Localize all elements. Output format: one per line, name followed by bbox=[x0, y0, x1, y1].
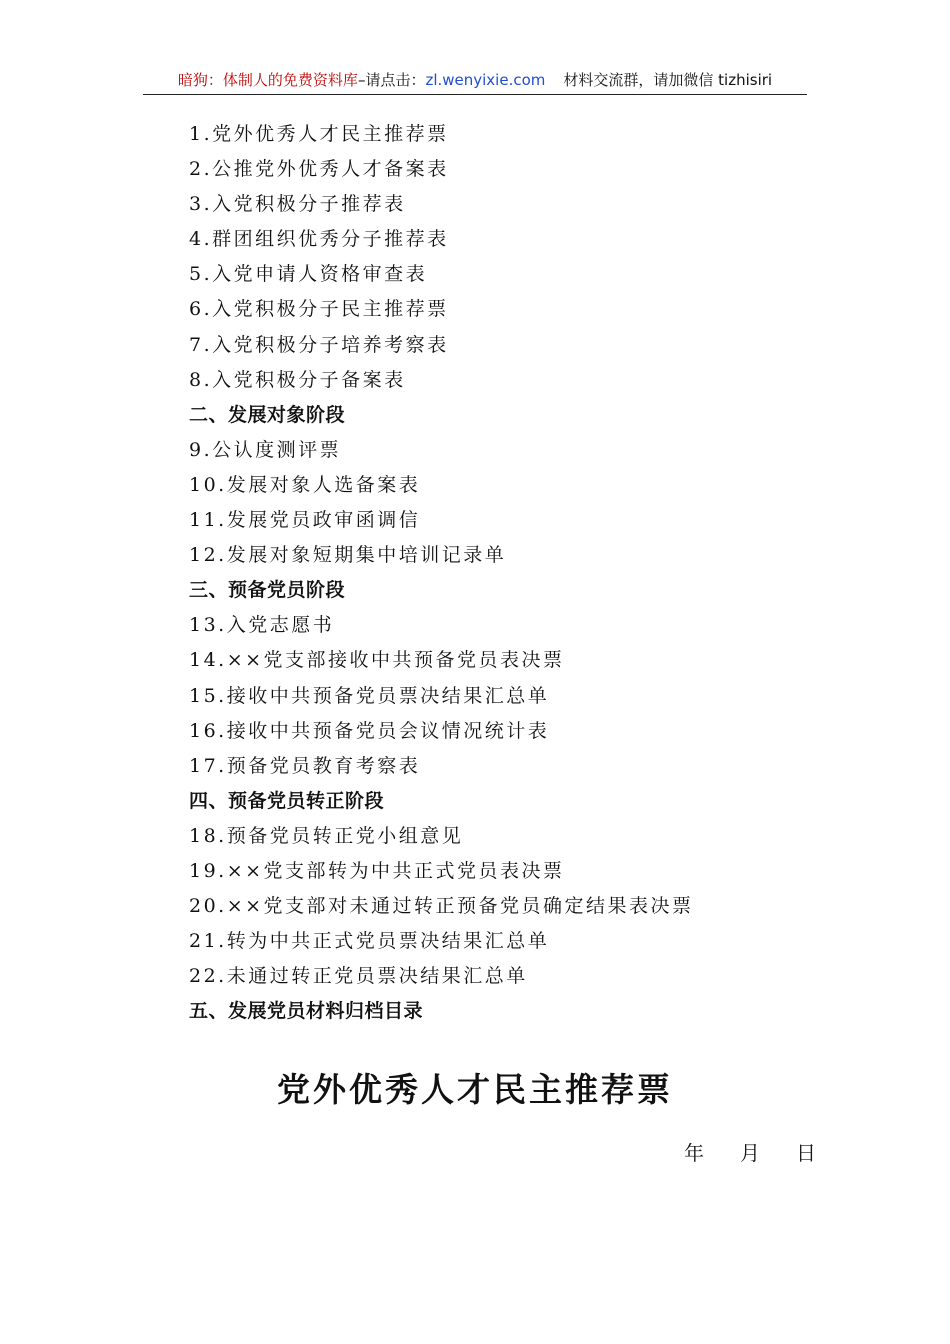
toc-item: 4.群团组织优秀分子推荐表 bbox=[189, 228, 449, 251]
toc-item: 9.公认度测评票 bbox=[189, 438, 342, 461]
toc-section-heading: 二、发展对象阶段 bbox=[189, 403, 346, 426]
toc-item: 1.党外优秀人才民主推荐票 bbox=[189, 123, 449, 145]
toc-section-heading: 三、预备党员阶段 bbox=[189, 579, 346, 602]
toc-item: 10.发展对象人选备案表 bbox=[189, 473, 421, 496]
header-url-link[interactable]: zl.wenyixie.com bbox=[425, 71, 546, 89]
toc-item: 18.预备党员转正党小组意见 bbox=[189, 824, 464, 847]
toc-item: 11.发展党员政审函调信 bbox=[189, 509, 421, 532]
document-title: 党外优秀人才民主推荐票 bbox=[277, 1070, 673, 1109]
toc-item: 7.入党积极分子培养考察表 bbox=[189, 333, 449, 356]
toc-section-heading: 五、发展党员材料归档目录 bbox=[189, 1000, 424, 1023]
table-of-contents bbox=[189, 117, 809, 1029]
date-month-label: 月 bbox=[740, 1141, 760, 1165]
toc-item: 5.入党申请人资格审查表 bbox=[189, 263, 428, 286]
toc-item: 20.××党支部对未通过转正预备党员确定结果表决票 bbox=[189, 895, 694, 918]
header-brand: 暗狗：体制人的免费资料库 bbox=[177, 71, 358, 89]
toc-item: 14.××党支部接收中共预备党员表决票 bbox=[189, 649, 565, 672]
toc-item: 15.接收中共预备党员票决结果汇总单 bbox=[189, 684, 550, 707]
header-click-prefix: –请点击： bbox=[357, 71, 426, 89]
toc-item: 22.未通过转正党员票决结果汇总单 bbox=[189, 965, 528, 988]
toc-item: 6.入党积极分子民主推荐票 bbox=[189, 298, 449, 321]
date-line bbox=[684, 1138, 816, 1168]
toc-item: 8.入党积极分子备案表 bbox=[189, 368, 406, 391]
toc-section-heading: 四、预备党员转正阶段 bbox=[189, 789, 385, 812]
date-year-label: 年 bbox=[684, 1141, 704, 1165]
toc-item: 3.入党积极分子推荐表 bbox=[189, 193, 406, 216]
date-day-label: 日 bbox=[796, 1141, 816, 1165]
toc-item: 19.××党支部转为中共正式党员表决票 bbox=[189, 859, 565, 882]
toc-item: 21.转为中共正式党员票决结果汇总单 bbox=[189, 930, 550, 953]
header-group-note: 材料交流群，请加微信 tizhisiri bbox=[563, 71, 773, 89]
toc-item: 12.发展对象短期集中培训记录单 bbox=[189, 544, 507, 567]
toc-item: 16.接收中共预备党员会议情况统计表 bbox=[189, 719, 550, 742]
toc-item: 17.预备党员教育考察表 bbox=[189, 754, 421, 777]
toc-item: 13.入党志愿书 bbox=[189, 614, 335, 637]
page-header bbox=[143, 66, 807, 95]
toc-item: 2.公推党外优秀人才备案表 bbox=[189, 158, 449, 181]
